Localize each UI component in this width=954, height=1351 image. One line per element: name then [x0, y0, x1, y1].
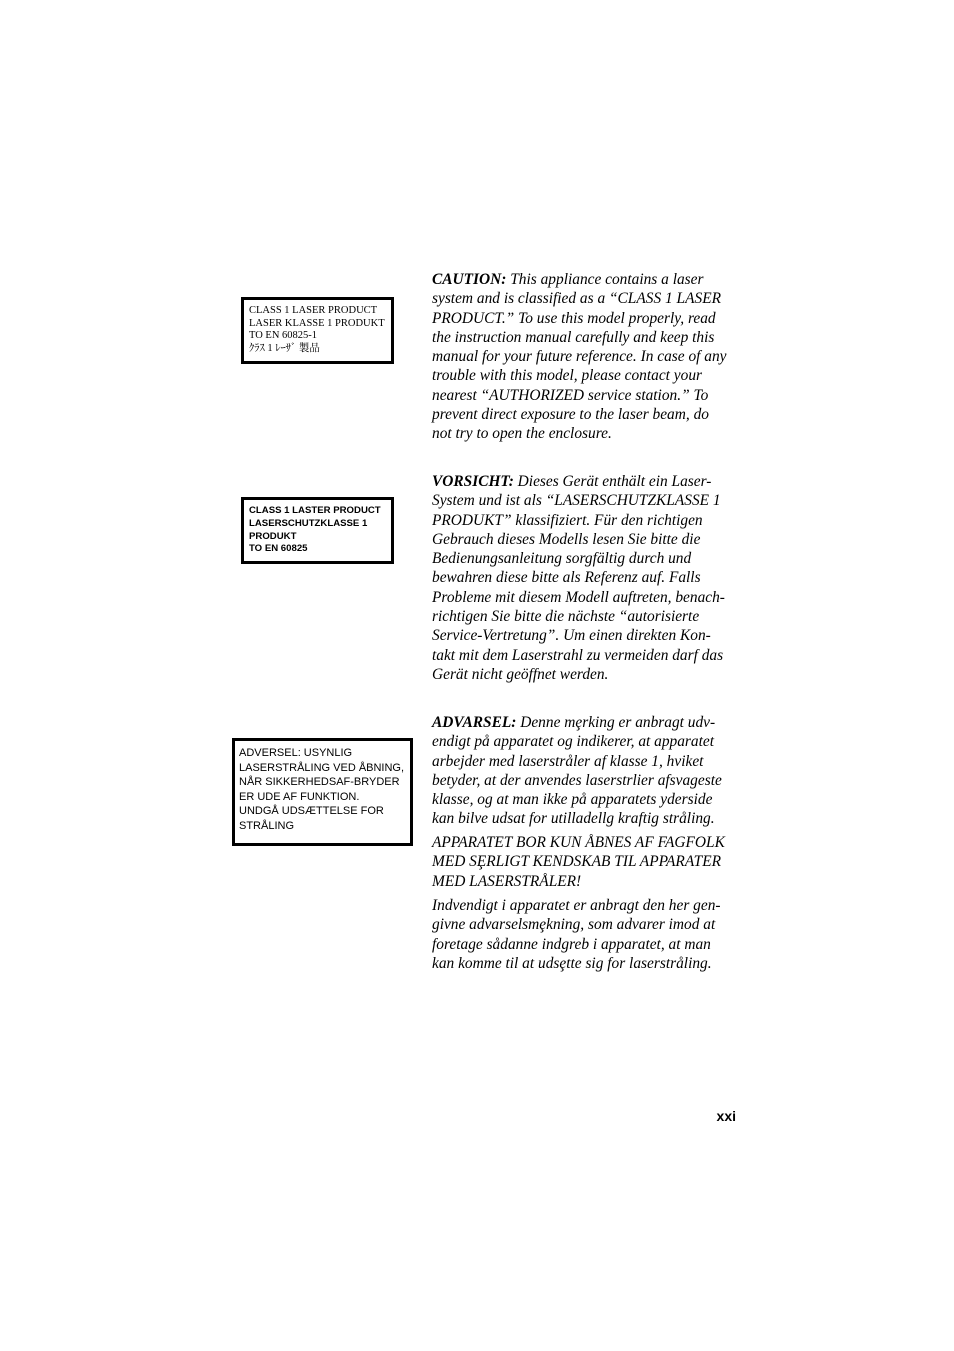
label-line: LASERSCHUTZKLASSE 1 [249, 517, 368, 529]
paragraph-line: APPARATET BOR KUN ÅBNES AF FAGFOLK [432, 834, 725, 851]
paragraph-line: kan bilve udsat for utilladellg kraftig stråling. [432, 810, 715, 828]
paragraph-line: PRODUKT” klassifiziert. Für den richtigen [432, 511, 703, 529]
paragraph-line: MED LASERSTRÅLER! [432, 872, 582, 890]
label-line: UNDGÅ UDSÆTTELSE FOR [239, 805, 384, 818]
paragraph-line: PRODUCT.” To use this model properly, read [432, 309, 716, 327]
paragraph-line: prevent direct exposure to the laser beam, do [432, 406, 709, 424]
paragraph-line: richtigen Sie bitte die nächste “autorisierte [432, 608, 700, 626]
label-line: STRÅLING [239, 819, 295, 832]
class1-laser-label [241, 297, 394, 364]
paragraph-line: takt mit dem Laserstrahl zu vermeiden darf das [432, 646, 724, 664]
page-number: xxi [716, 1108, 736, 1124]
paragraph-line: Probleme mit diesem Modell auftreten, benach- [432, 588, 725, 606]
paragraph-line: bewahren diese bitte als Referenz auf. Falls [432, 569, 701, 587]
paragraph-line: Indvendigt i apparatet er anbragt den her gen- [432, 897, 721, 914]
caution-paragraph [432, 270, 744, 444]
paragraph-line: not try to open the enclosure. [432, 425, 612, 443]
label-line: ADVERSEL: USYNLIG [239, 747, 353, 759]
advarsel-inner-paragraph [432, 896, 744, 973]
paragraph-line: foretage sådanne indgreb i apparatet, at man [432, 935, 711, 953]
paragraph-text: Denne mȩrking er anbragt udv- [516, 714, 716, 731]
advarsel-heading: ADVARSEL: [432, 714, 517, 731]
paragraph-first-line [432, 713, 744, 732]
paragraph-line: Service-Vertretung”. Um einen direkten Kon- [432, 627, 711, 645]
label-line: LASER KLASSE 1 PRODUKT [249, 317, 385, 329]
advarsel-paragraph [432, 713, 744, 829]
paragraph-line: the instruction manual carefully and keep this [432, 328, 715, 346]
paragraph-first-line [432, 472, 744, 491]
label-line: ｸﾗｽ 1 ﾚｰｻﾞ 製品 [249, 342, 320, 354]
label-line: CLASS 1 LASTER PRODUCT [249, 505, 381, 516]
caution-heading: CAUTION: [432, 271, 507, 288]
paragraph-line: Gerät nicht geöffnet werden. [432, 665, 609, 683]
paragraph-line: betyder, at der anvendes laserstrlier afsvageste [432, 771, 722, 789]
label-line: ER UDE AF FUNKTION. [239, 790, 360, 803]
danish-warning-label [232, 738, 413, 846]
paragraph-line: MED SȨRLIGT KENDSKAB TIL APPARATER [432, 853, 722, 871]
paragraph-line: givne advarselsmȩkning, som advarer imod at [432, 916, 716, 934]
vorsicht-heading: VORSICHT: [432, 473, 514, 490]
paragraph-line: system and is classified as a “CLASS 1 LASER [432, 290, 722, 308]
label-line: NÅR SIKKERHEDSAF-BRYDER [239, 776, 400, 789]
paragraph-line: nearest “AUTHORIZED service station.” To [432, 386, 709, 404]
paragraph-line: System und ist als “LASERSCHUTZKLASSE 1 [432, 492, 721, 510]
paragraph-line: Bedienungsanleitung sorgfältig durch und [432, 550, 692, 568]
paragraph-line: endigt på apparatet og indikerer, at apparatet [432, 733, 714, 751]
paragraph-line: Gebrauch dieses Modells lesen Sie bitte die [432, 530, 701, 548]
paragraph-line: klasse, og at man ikke på apparatets yderside [432, 791, 713, 809]
label-line: TO EN 60825-1 [249, 330, 318, 342]
label-line: PRODUKT [249, 530, 297, 542]
paragraph-line: manual for your future reference. In case of any [432, 348, 727, 366]
paragraph-first-line [432, 270, 744, 289]
label-line: LASERSTRÅLING VED ÅBNING, [239, 761, 405, 774]
label-line: CLASS 1 LASER PRODUCT [249, 305, 378, 316]
advarsel-caps-paragraph [432, 833, 744, 891]
label-line: TO EN 60825 [249, 543, 308, 555]
paragraph-line: arbejder med laserstråler af klasse 1, hviket [432, 752, 704, 770]
paragraph-text: This appliance contains a laser [506, 271, 704, 288]
paragraph-text: Dieses Gerät enthält ein Laser- [513, 473, 712, 490]
vorsicht-paragraph [432, 472, 744, 684]
german-laser-label [241, 497, 394, 564]
paragraph-line: trouble with this model, please contact your [432, 367, 703, 385]
paragraph-line: kan komme til at udsȩtte sig for laserstråling. [432, 954, 712, 972]
